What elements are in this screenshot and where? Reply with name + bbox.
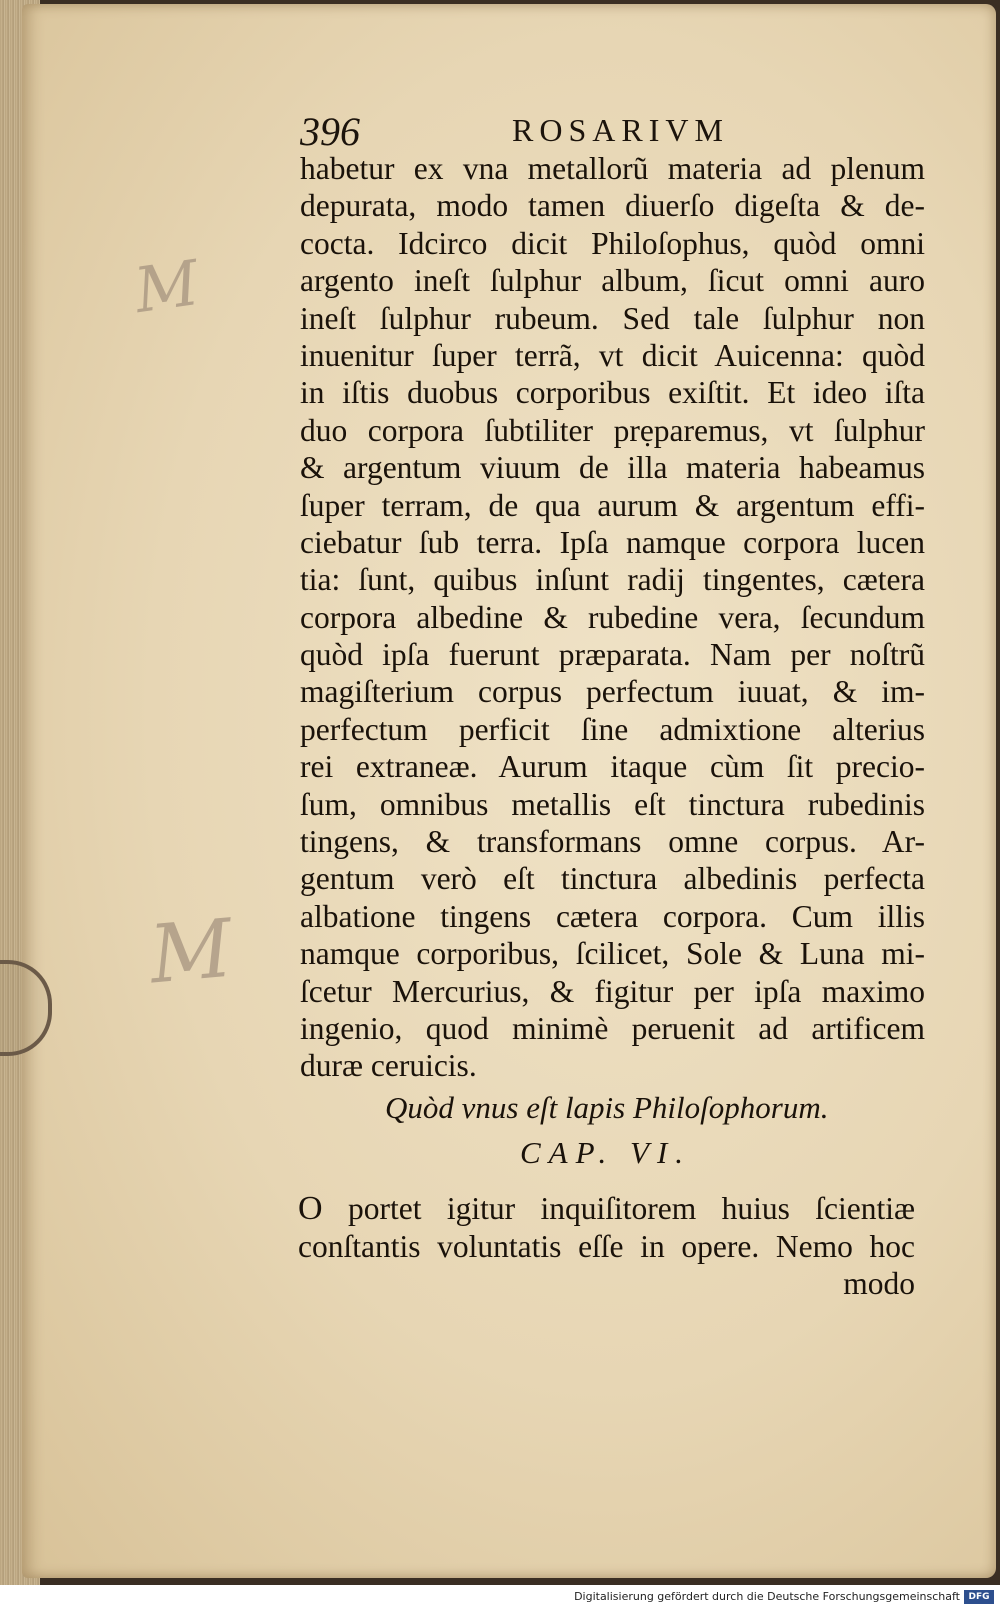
text-line: argento ineſt ſulphur album, ſicut omni auro <box>300 263 925 299</box>
chapter-title: Quòd vnus eſt lapis Philoſophorum. <box>385 1090 829 1125</box>
text-line: depurata, modo tamen diuerſo digeſta & de- <box>300 188 925 224</box>
text-line: ingenio, quod minimè peruenit ad artificem <box>300 1010 925 1046</box>
text-line: conſtantis voluntatis eſſe in opere. Nemo hoc <box>298 1228 915 1264</box>
text-line: duræ ceruicis. <box>300 1048 477 1084</box>
text-line: tia: ſunt, quibus inſunt radij tingentes, cætera <box>300 562 925 598</box>
text-line: cocta. Idcirco dicit Philoſophus, quòd omni <box>300 225 925 261</box>
text-line: ſum, omnibus metallis eſt tinctura rubedinis <box>300 786 925 822</box>
page-header <box>300 108 940 156</box>
text-line: albatione tingens cætera corpora. Cum illis <box>300 898 925 934</box>
text-line <box>298 1190 915 1228</box>
text-line: ineſt ſulphur rubeum. Sed tale ſulphur non <box>300 300 925 336</box>
text-line: rei extraneæ. Aurum itaque cùm ſit precio- <box>300 749 925 785</box>
initial-letter: O <box>298 1190 323 1227</box>
page-number: 396 <box>300 109 360 154</box>
chapter-number: CAP. VI. <box>520 1135 692 1170</box>
margin-pencil-mark: M <box>146 901 236 1002</box>
margin-pencil-mark: M <box>130 245 204 328</box>
text-line: habetur ex vna metallorũ materia ad plenum <box>300 151 925 186</box>
text-line: ſuper terram, de qua aurum & argentum effi- <box>300 487 925 523</box>
text-line: in iſtis duobus corporibus exiſtit. Et ideo iſta <box>300 375 925 411</box>
text-line: corpora albedine & rubedine vera, ſecundum <box>300 599 925 635</box>
digitization-footer <box>0 1585 1000 1610</box>
text-line: gentum verò eſt tinctura albedinis perfecta <box>300 861 925 897</box>
text-line: & argentum viuum de illa materia habeamus <box>300 450 925 486</box>
text-line: inuenitur ſuper terrã, vt dicit Auicenna: quòd <box>300 337 925 373</box>
text-line: magiſterium corpus perfectum iuuat, & im- <box>300 674 925 710</box>
text-line: namque corporibus, ſcilicet, Sole & Luna mi- <box>300 936 925 972</box>
text-line: quòd ipſa fuerunt præparata. Nam per noſtrũ <box>300 637 925 673</box>
text-line: perfectum perficit ſine admixtione alterius <box>300 711 925 747</box>
dfg-logo: DFG <box>964 1590 994 1604</box>
text-line-rest: portet igitur inquiſitorem huius ſcientiæ <box>347 1191 915 1226</box>
chapter-body-text <box>298 1190 915 1303</box>
text-line: ciebatur ſub terra. Ipſa namque corpora lucen <box>300 524 925 560</box>
text-line: tingens, & transformans omne corpus. Ar- <box>300 824 925 860</box>
text-line: ſcetur Mercurius, & figitur per ipſa maximo <box>300 973 925 1009</box>
running-head: ROSARIVM <box>512 112 729 148</box>
body-text <box>300 150 925 1085</box>
catchword: modo <box>843 1266 915 1301</box>
funding-credit: Digitalisierung gefördert durch die Deutsche Forschungsgemeinschaft <box>574 1590 960 1603</box>
text-line: duo corpora ſubtiliter prẹparemus, vt ſulphur <box>300 412 925 448</box>
